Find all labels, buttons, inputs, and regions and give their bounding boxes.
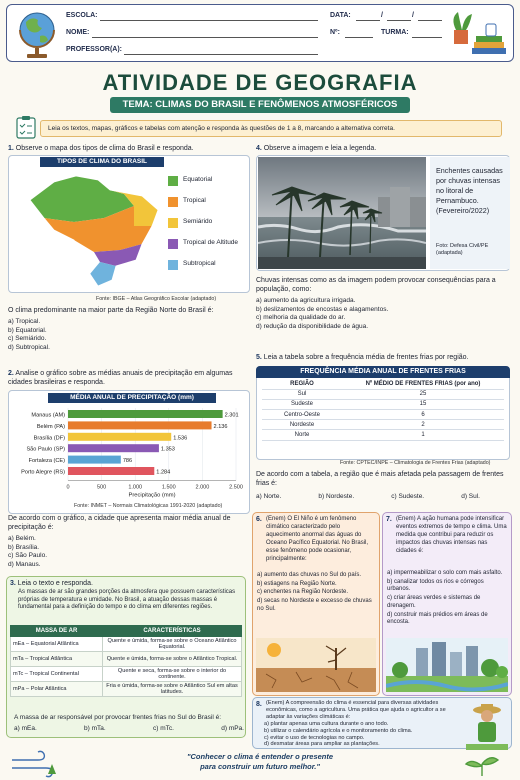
value-label: 2.136 — [213, 423, 228, 430]
q3-prompt: 3. Leia o texto e responda. — [10, 580, 93, 587]
table-cell: Quente e úmida, forma-se sobre o Atlântico Tropical. — [103, 652, 242, 667]
q2-source: Fonte: INMET – Normais Climatológicas 1991-2020 (adaptado) — [74, 503, 223, 509]
table-cell: Sudeste — [262, 399, 342, 409]
table-row — [11, 667, 242, 682]
green-city-illustration — [386, 638, 508, 692]
option-b[interactable]: b) Equatorial. — [8, 326, 47, 334]
number-line[interactable] — [345, 37, 373, 38]
option-a[interactable]: a) impermeabilizar o solo com mais asfalto. — [387, 570, 503, 576]
option-b[interactable]: b) deslizamentos de encostas e alagamentos. — [256, 305, 389, 313]
date-day-line[interactable] — [356, 20, 380, 21]
table-row — [262, 410, 504, 420]
q2-options — [8, 535, 252, 569]
table-cell: 2 — [342, 420, 504, 430]
q8-num: 8. — [256, 701, 262, 708]
category-label: Manaus (AM) — [31, 412, 65, 419]
class-line[interactable] — [412, 37, 442, 38]
q2-prompt: 2. Analise o gráfico sobre as médias anuais de precipitação em algumas cidades brasileiras e responda. — [8, 370, 233, 386]
option-a[interactable]: a) Norte. — [256, 493, 282, 500]
number-label: Nº: — [330, 29, 340, 36]
option-d[interactable]: d) redução da disponibilidade de água. — [256, 322, 369, 330]
q7-options — [387, 570, 507, 628]
q4-options — [256, 297, 510, 331]
option-c[interactable]: c) melhoria da qualidade do ar. — [256, 314, 346, 322]
name-line[interactable] — [92, 37, 318, 38]
option-b[interactable]: b) Nordeste. — [318, 493, 355, 500]
legend-swatch — [168, 218, 178, 228]
option-b[interactable]: b) mTa. — [84, 725, 106, 732]
flood-photo — [258, 157, 426, 269]
option-b[interactable]: b) utilizar o calendário agrícola e o monitoramento do clima. — [264, 727, 413, 734]
bar — [68, 456, 121, 464]
drought-illustration — [256, 638, 376, 692]
table-cell: mTa – Tropical Atlântica — [11, 652, 103, 667]
legend-item — [168, 218, 248, 228]
q4-question: Chuvas intensas como as da imagem podem provocar consequências para a população, como: — [256, 277, 496, 293]
category-label: São Paulo (SP) — [26, 446, 65, 453]
x-tick-label: 500 — [97, 484, 107, 491]
q3-air-mass-table — [10, 625, 242, 697]
table-row — [262, 399, 504, 409]
x-tick-label: 0 — [66, 484, 70, 491]
q7-text: (Enem) A ação humana pode intensificar eventos extremos de tempo e clima. Uma medida que contribui para reduzir os impactos das chuvas intensas nas cidades é: — [396, 516, 507, 554]
q5-prompt: 5. Leia a tabela sobre a frequência média de frentes frias por região. — [256, 354, 469, 361]
theme-banner: TEMA: CLIMAS DO BRASIL E FENÔMENOS ATMOSFÉRICOS — [110, 97, 410, 113]
category-label: Belém (PA) — [36, 423, 65, 430]
q4-photo-credit: Foto: Defesa Civil/PE (adaptada) — [436, 243, 489, 257]
q1-options — [8, 318, 252, 352]
legend-label: Semiárido — [183, 218, 213, 225]
x-tick-label: 2.000 — [195, 484, 210, 491]
option-b[interactable]: b) estiagens na Região Norte. — [257, 580, 337, 587]
name-label: NOME: — [66, 29, 90, 36]
table-cell: mTc – Tropical Continental — [11, 667, 103, 682]
category-label: Fortaleza (CE) — [28, 458, 65, 465]
value-label: 2.301 — [224, 412, 239, 419]
legend-swatch — [168, 197, 178, 207]
bar — [68, 444, 159, 452]
table-cell: Nordeste — [262, 420, 342, 430]
x-axis-label: Precipitação (mm) — [128, 492, 176, 499]
q6-num: 6. — [256, 516, 262, 523]
option-d[interactable]: d) mPa. — [221, 725, 244, 732]
school-line[interactable] — [100, 20, 318, 21]
x-tick-label: 2.500 — [229, 484, 243, 491]
date-sep-2: / — [412, 12, 414, 19]
q3-table-header-2: CARACTERÍSTICAS — [103, 626, 242, 637]
bar — [68, 410, 223, 418]
option-a[interactable]: a) aumento da agricultura irrigada. — [256, 297, 356, 304]
q1-question: O clima predominante na maior parte da Região Norte do Brasil é: — [8, 307, 214, 314]
legend-swatch — [168, 239, 178, 249]
chart-title: MÉDIA ANUAL DE PRECIPITAÇÃO (mm) — [48, 393, 216, 403]
q6-text: (Enem) O El Niño é um fenômeno climático caracterizado pelo aquecimento anormal das águas do Oceano Pacífico Equatorial. No Brasil, esse fenômeno pode ocasionar, principalmente: — [266, 516, 369, 562]
bar — [68, 467, 154, 475]
sprout-icon — [448, 752, 514, 778]
category-label: Porto Alegre (RS) — [21, 469, 65, 476]
table-cell: 25 — [342, 389, 504, 399]
table-cell: Quente e úmida, forma-se sobre o Oceano Atlântico Equatorial. — [103, 637, 242, 652]
legend-label: Subtropical — [183, 260, 216, 267]
value-label: 786 — [122, 458, 133, 465]
option-a[interactable]: a) plantar apenas uma cultura durante o ano todo. — [264, 721, 389, 727]
table-cell: mPa – Polar Atlântica — [11, 682, 103, 697]
instructions: Leia os textos, mapas, gráficos e tabelas com atenção e responda às questões de 1 a 8, marcando a alternativa correta. — [40, 120, 502, 137]
q8-options — [264, 721, 464, 748]
legend-label: Equatorial — [183, 176, 213, 183]
legend-item — [168, 176, 248, 186]
table-cell: mEa – Equatorial Atlântica — [11, 637, 103, 652]
option-d[interactable]: d) secas no Nordeste e excesso de chuvas no Sul. — [257, 598, 372, 612]
date-month-line[interactable] — [387, 20, 411, 21]
option-c[interactable]: c) evitar o uso de tecnologias no campo. — [264, 734, 365, 741]
school-label: ESCOLA: — [66, 12, 98, 19]
globe-icon — [12, 8, 62, 60]
brazil-climate-map — [24, 170, 164, 288]
legend-item — [168, 239, 248, 249]
clipboard-icon — [14, 114, 38, 140]
value-label: 1.284 — [156, 469, 171, 476]
value-label: 1.353 — [160, 446, 175, 453]
table-cell: Norte — [262, 430, 342, 440]
option-a[interactable]: a) mEa. — [14, 725, 37, 732]
legend-label: Tropical — [183, 197, 206, 204]
option-b[interactable]: b) canalizar todos os rios e córregos urbanos. — [387, 578, 484, 593]
date-year-line[interactable] — [418, 20, 442, 21]
q1-map-legend — [168, 176, 248, 281]
option-c[interactable]: c) Semiárido. — [8, 335, 47, 343]
bar — [68, 433, 171, 441]
q3-options — [14, 725, 244, 734]
q2-question: De acordo com o gráfico, a cidade que apresenta maior média anual de precipitação é: — [8, 515, 231, 531]
option-c[interactable]: c) Sudeste. — [391, 493, 425, 500]
q8-text: (Enem) A compreensão do clima é essencial para diversas atividades econômicas, como a agricultura. Uma prática que ajuda o agricultor a se adaptar às variações climáticas é: — [266, 700, 446, 720]
option-a[interactable]: a) Tropical. — [8, 318, 41, 325]
q1-source: Fonte: IBGE – Atlas Geográfico Escolar (adaptado) — [96, 296, 217, 302]
q5-frentes-table — [262, 379, 504, 441]
table-cell: Sul — [262, 389, 342, 399]
option-d[interactable]: d) Sul. — [461, 493, 480, 500]
option-b[interactable]: b) Brasília. — [8, 543, 40, 551]
farmer-icon — [464, 700, 510, 750]
q5-question: De acordo com a tabela, a região que é mais afetada pela passagem de frentes frias é: — [256, 471, 504, 487]
table-cell: Fria e úmida, forma-se sobre o Atlântico Sul em altas latitudes. — [103, 682, 242, 697]
option-d[interactable]: d) Manaus. — [8, 560, 41, 568]
q1-prompt: 1. Observe o mapa dos tipos de clima do Brasil e responda. — [8, 145, 194, 152]
table-row — [262, 389, 504, 399]
legend-swatch — [168, 176, 178, 186]
precipitation-chart — [8, 404, 250, 510]
q1-map-title: TIPOS DE CLIMA DO BRASIL — [40, 157, 164, 167]
option-c[interactable]: c) São Paulo. — [8, 552, 48, 560]
option-c[interactable]: c) criar áreas verdes e sistemas de drenagem. — [387, 595, 481, 609]
books-plant-icon — [448, 8, 510, 60]
q5-source: Fonte: CPTEC/INPE – Climatologia de Frentes Frias (adaptado) — [340, 460, 491, 466]
class-label: TURMA: — [381, 29, 409, 36]
date-label: DATA: — [330, 12, 351, 19]
option-d[interactable]: d) construir mais prédios em áreas de encosta. — [387, 611, 488, 626]
table-row — [11, 652, 242, 667]
option-c[interactable]: c) enchentes na Região Nordeste. — [257, 589, 349, 596]
table-row — [262, 430, 504, 440]
q7-num: 7. — [386, 516, 392, 523]
footer-quote: "Conhecer o clima é entender o presente para construir um futuro melhor." — [186, 752, 334, 771]
value-label: 1.536 — [173, 435, 188, 442]
table-cell: Quente e seca, forma-se sobre o interior do continente. — [103, 667, 242, 682]
bar — [68, 421, 212, 429]
q3-table-header-1: MASSA DE AR — [11, 626, 103, 637]
option-a[interactable]: a) Belém. — [8, 535, 36, 542]
q3-text: As massas de ar são grandes porções da atmosfera que possuem características próprias de temperatura e umidade. No Brasil, a atuação dessas massas é fundamental para a definição do tempo e do clima em diferentes regiões. — [18, 589, 236, 611]
page-title: ATIVIDADE DE GEOGRAFIA — [102, 70, 418, 95]
q6-options — [257, 572, 375, 615]
teacher-label: PROFESSOR(A): — [66, 46, 122, 53]
x-tick-label: 1.500 — [161, 484, 176, 491]
table-cell: 1 — [342, 430, 504, 440]
date-sep-1: / — [381, 12, 383, 19]
q4-caption: Enchentes causadas por chuvas intensas no litoral de Pernambuco. (Fevereiro/2022) — [436, 166, 503, 215]
table-cell: 15 — [342, 399, 504, 409]
legend-item — [168, 197, 248, 207]
option-a[interactable]: a) aumento das chuvas no Sul do país. — [257, 572, 362, 578]
q5-header-1: REGIÃO — [262, 379, 342, 389]
option-d[interactable]: d) Subtropical. — [8, 343, 50, 351]
category-label: Brasília (DF) — [33, 435, 65, 442]
q4-prompt: 4. Observe a imagem e leia a legenda. — [256, 145, 377, 152]
q5-table-title: FREQUÊNCIA MÉDIA ANUAL DE FRENTES FRIAS — [256, 366, 510, 378]
table-row — [262, 420, 504, 430]
legend-label: Tropical de Altitude — [183, 239, 239, 246]
legend-swatch — [168, 260, 178, 270]
q3-question: A massa de ar responsável por provocar frentes frias no Sul do Brasil é: — [14, 714, 222, 721]
table-cell: Centro-Oeste — [262, 410, 342, 420]
q5-header-2: Nº MÉDIO DE FRENTES FRIAS (por ano) — [342, 379, 504, 389]
option-c[interactable]: c) mTc. — [153, 725, 174, 732]
table-row — [11, 682, 242, 697]
x-tick-label: 1.000 — [128, 484, 143, 491]
q5-options — [256, 493, 480, 502]
option-d[interactable]: d) desmatar áreas para ampliar as plantações. — [264, 741, 380, 748]
table-cell: 6 — [342, 410, 504, 420]
table-row — [11, 637, 242, 652]
legend-item — [168, 260, 248, 270]
teacher-line[interactable] — [124, 54, 318, 55]
